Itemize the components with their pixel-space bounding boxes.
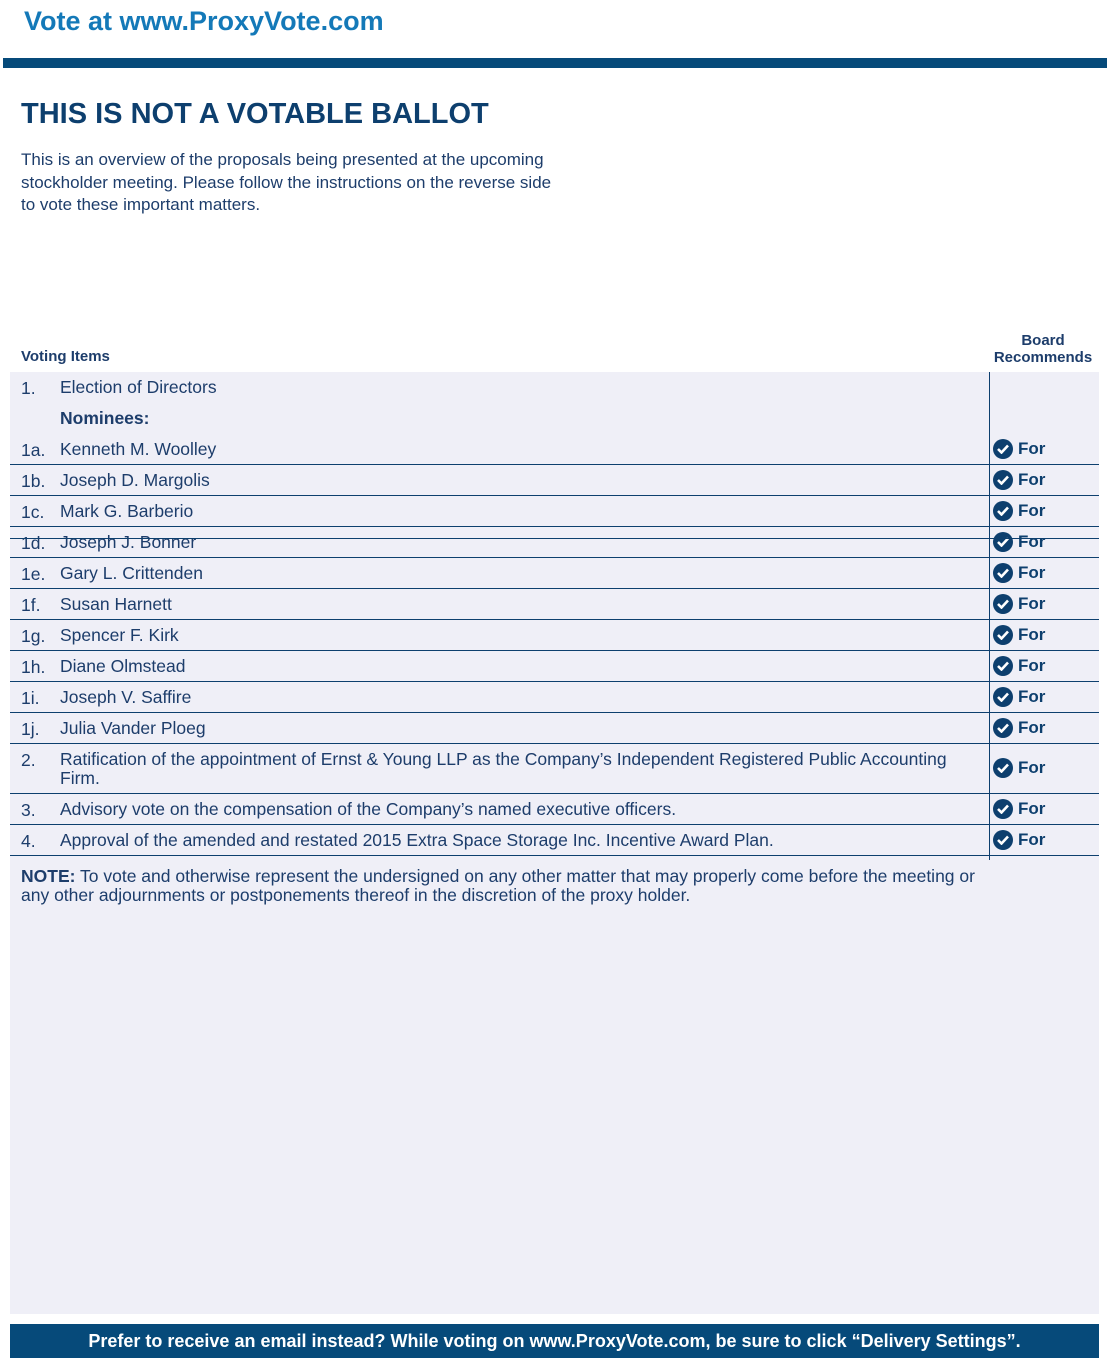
check-circle-icon xyxy=(993,718,1013,738)
item-label: Joseph J. Bonner xyxy=(60,532,197,552)
recommendation-label: For xyxy=(1018,500,1046,520)
item-number: 1f. xyxy=(21,595,41,615)
item-label: Election of Directors xyxy=(60,377,217,397)
check-circle-icon xyxy=(993,758,1013,778)
note xyxy=(21,867,991,905)
intro-text: This is an overview of the proposals being presented at the upcoming stockholder meeting. Please follow the instructions on the reverse side to vote these important matters. xyxy=(21,150,552,214)
recommendation-label: For xyxy=(1018,562,1046,582)
recommendation-label: For xyxy=(1018,758,1046,777)
item-label: Gary L. Crittenden xyxy=(60,563,203,583)
check-circle-icon xyxy=(993,594,1013,614)
proxyvote-url[interactable]: Vote at www.ProxyVote.com xyxy=(24,6,384,36)
header-bar xyxy=(3,58,1107,68)
item-label: Spencer F. Kirk xyxy=(60,625,179,645)
table-row xyxy=(10,825,1099,856)
table-row xyxy=(10,713,1099,744)
check-circle-icon xyxy=(993,439,1013,459)
check-circle-icon xyxy=(993,625,1013,645)
item-label: Mark G. Barberio xyxy=(60,501,194,521)
item-number: 1b. xyxy=(21,471,46,491)
item-label: Nominees: xyxy=(60,408,150,428)
check-circle-icon xyxy=(993,470,1013,490)
board-recommendation xyxy=(993,439,1045,459)
board-recommends-header xyxy=(986,332,1100,366)
note-divider xyxy=(10,488,1099,539)
item-label: Kenneth M. Woolley xyxy=(60,439,217,459)
board-recommendation xyxy=(993,470,1045,490)
item-number: 4. xyxy=(21,831,36,851)
item-number: 2. xyxy=(21,750,36,770)
recommendation-label: For xyxy=(1018,438,1046,458)
item-number: 1j. xyxy=(21,719,40,739)
item-number: 1e. xyxy=(21,564,46,584)
recommendation-label: For xyxy=(1018,624,1046,644)
recommendation-label: For xyxy=(1018,829,1046,849)
check-circle-icon xyxy=(993,799,1013,819)
recommends-label: Recommends xyxy=(993,349,1093,366)
note-text: To vote and otherwise represent the undersigned on any other matter that may properly come before the meeting or any other adjournments or postponements thereof in the discretion of the proxy holder. xyxy=(21,866,975,905)
table-row xyxy=(10,558,1099,589)
item-number: 1. xyxy=(21,378,36,398)
recommendation-label: For xyxy=(1018,531,1046,551)
item-label: Advisory vote on the compensation of the Company’s named executive officers. xyxy=(60,799,677,819)
item-number: 1a. xyxy=(21,440,46,460)
board-recommendation xyxy=(993,563,1045,583)
check-circle-icon xyxy=(993,656,1013,676)
board-recommendation xyxy=(993,625,1045,645)
table-row xyxy=(10,744,1099,794)
recommendation-label: For xyxy=(1018,798,1046,818)
recommendation-label: For xyxy=(1018,655,1046,675)
item-label: Julia Vander Ploeg xyxy=(60,718,206,738)
recommendation-label: For xyxy=(1018,717,1046,737)
page-title: THIS IS NOT A VOTABLE BALLOT xyxy=(21,98,489,130)
item-label: Joseph D. Margolis xyxy=(60,470,210,490)
item-number: 3. xyxy=(21,800,36,820)
board-recommendation xyxy=(993,718,1045,738)
check-circle-icon xyxy=(993,687,1013,707)
item-label: Ratification of the appointment of Ernst & Young LLP as the Company’s Independent Registered Public Accounting Firm. xyxy=(60,749,947,788)
recommendation-label: For xyxy=(1018,469,1046,489)
table-row xyxy=(10,403,1099,434)
check-circle-icon xyxy=(993,830,1013,850)
table-row xyxy=(10,434,1099,465)
table-row xyxy=(10,372,1099,403)
board-recommendation xyxy=(993,799,1045,819)
table-row xyxy=(10,682,1099,713)
board-recommendation xyxy=(993,830,1045,850)
item-label: Approval of the amended and restated 2015 Extra Space Storage Inc. Incentive Award Plan. xyxy=(60,830,774,850)
table-row xyxy=(10,620,1099,651)
board-recommendation xyxy=(993,758,1045,778)
item-label: Joseph V. Saffire xyxy=(60,687,192,707)
check-circle-icon xyxy=(993,563,1013,583)
note-label: NOTE: xyxy=(21,866,76,886)
board-recommendation xyxy=(993,594,1045,614)
table-row xyxy=(10,651,1099,682)
item-label: Diane Olmstead xyxy=(60,656,186,676)
item-label: Susan Harnett xyxy=(60,594,172,614)
recommendation-label: For xyxy=(1018,593,1046,613)
item-number: 1g. xyxy=(21,626,46,646)
voting-items-header: Voting Items xyxy=(21,348,110,365)
table-row xyxy=(10,794,1099,825)
item-number: 1h. xyxy=(21,657,46,677)
board-recommendation xyxy=(993,656,1045,676)
recommendation-label: For xyxy=(1018,686,1046,706)
item-number: 1i. xyxy=(21,688,40,708)
board-recommendation xyxy=(993,687,1045,707)
footer-banner: Prefer to receive an email instead? While voting on www.ProxyVote.com, be sure to click “Delivery Settings”. xyxy=(10,1324,1099,1358)
board-label: Board xyxy=(1021,332,1065,349)
table-row xyxy=(10,589,1099,620)
item-number: 1c. xyxy=(21,502,45,522)
item-number: 1d. xyxy=(21,533,46,553)
